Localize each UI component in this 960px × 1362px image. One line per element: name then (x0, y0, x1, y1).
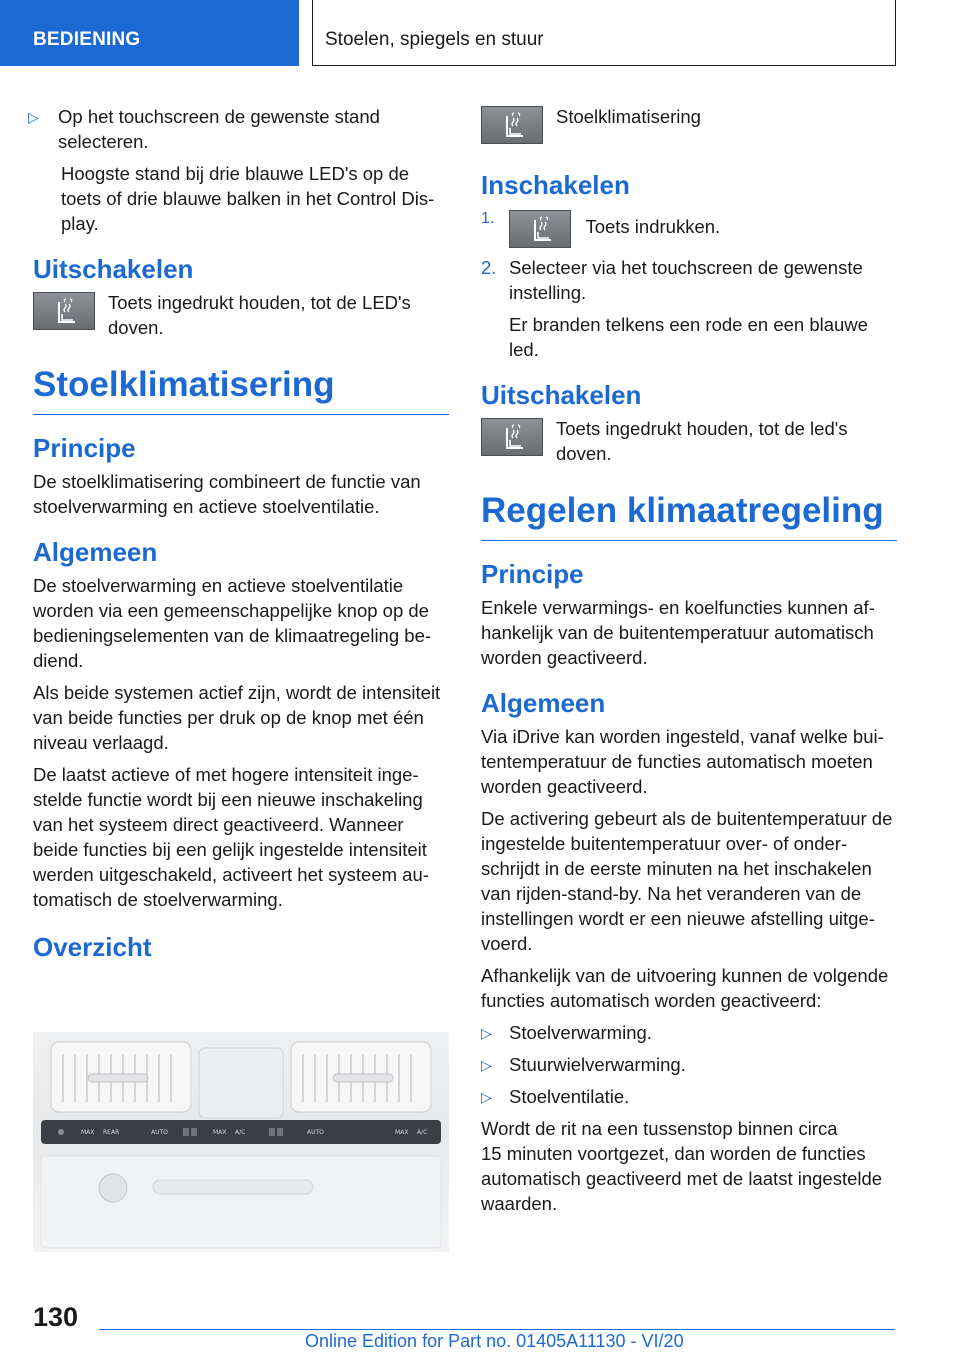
panel-label: REAR (103, 1129, 120, 1136)
seat-climate-icon (509, 210, 571, 248)
paragraph: De stoelklimatisering combineert de functie van stoelverwarming en actieve stoelventilatie. (33, 471, 421, 517)
heading-off: Uitschakelen (33, 254, 194, 284)
list-item-text: Stoelventilatie. (509, 1086, 630, 1107)
seat-climate-icon (33, 292, 95, 330)
paragraph: Via iDrive kan worden ingesteld, vanaf welke buitentemperatuur de functies automatisch moeten worden geactiveerd. (481, 726, 884, 797)
list-item-text: Stoelverwarming. (509, 1022, 652, 1043)
list-item (0, 104, 449, 154)
climate-panel-photo (33, 1032, 449, 1252)
left-column (28, 104, 449, 968)
panel-label: MAX (213, 1129, 227, 1136)
step-item (481, 210, 897, 248)
panel-label: AUTO (151, 1129, 168, 1136)
heading-principle: Principe (33, 433, 136, 463)
footer-edition: Online Edition for Part no. 01405A11130 - VI/20 (305, 1331, 684, 1351)
paragraph: Wordt de rit na een tussenstop binnen circa 15 minuten voortgezet, dan worden de functies automatisch geactiveerd met de laatst ingestelde waarden. (481, 1118, 883, 1214)
paragraph: Enkele verwarmings- en koelfuncties kunnen afhankelijk van de buitentemperatuur automatisch worden geactiveerd. (481, 597, 875, 668)
bullet-triangle-icon: ▷ (481, 1025, 492, 1041)
panel-label: MAX (395, 1129, 409, 1136)
icon-row (481, 104, 897, 144)
page-number: 130 (33, 1302, 79, 1332)
paragraph: Toets ingedrukt houden, tot de LED's doven. (108, 292, 411, 338)
heading-off: Uitschakelen (481, 380, 642, 410)
list-item (481, 1020, 897, 1045)
heading-on: Inschakelen (481, 170, 630, 200)
chapter-header (312, 0, 896, 66)
list-item-text: Op het touchscreen de gewenste stand selecteren. (58, 106, 380, 152)
heading-overview: Overzicht (33, 932, 152, 962)
list-item (481, 1052, 897, 1077)
step-number: 2. (481, 257, 497, 278)
heading-general: Algemeen (33, 537, 158, 567)
icon-caption: Stoelklimatisering (556, 106, 701, 127)
right-column (481, 104, 897, 1223)
section-tab (0, 0, 299, 66)
seat-climate-icon (481, 106, 543, 144)
panel-label: MAX (81, 1129, 95, 1136)
heading-general: Algemeen (481, 688, 606, 718)
paragraph: De activering gebeurt als de buitentemperatuur de ingestelde buitentemperatuur over- of onderschrijdt in de eerste minuten na het inschakelen van rijden-stand-by. Na het veranderen van de instellingen wordt er een nieuwe afstelling uitgevoerd. (481, 808, 893, 954)
paragraph: De laatst actieve of met hogere intensiteit ingestelde functie wordt bij een nieuwe inschakeling van het systeem direct geactiveerd. Wanneer beide functies bij een gelijk ingestelde intensiteit werden uitgeschakeld, activeert het systeem automatisch de stoelverwarming. (33, 764, 429, 910)
bullet-triangle-icon: ▷ (481, 1089, 492, 1105)
paragraph: Afhankelijk van de uitvoering kunnen de volgende functies automatisch worden geactiveerd: (481, 965, 889, 1011)
bullet-triangle-icon: ▷ (28, 109, 39, 125)
footer-rule (99, 1329, 895, 1330)
step-text: Toets indrukken. (585, 216, 721, 238)
step-text: Selecteer via het touchscreen de gewenste instelling. (509, 257, 863, 303)
paragraph: Toets ingedrukt houden, tot de led's doven. (556, 418, 848, 464)
heading-principle: Principe (481, 559, 584, 589)
step-item (481, 255, 897, 305)
panel-label: A/C (235, 1129, 246, 1136)
step-note: Er branden telkens een rode en een blauwe led. (509, 314, 868, 360)
icon-row (33, 290, 449, 340)
panel-label: A/C (417, 1129, 428, 1136)
section-title: BEDIENING (33, 29, 141, 50)
seat-climate-icon (481, 418, 543, 456)
paragraph: Hoogste stand bij drie blauwe LED's op de toets of drie blauwe balken in het Control Display. (61, 163, 435, 234)
chapter-heading: Stoelklimatisering (33, 364, 449, 415)
bullet-triangle-icon: ▷ (481, 1057, 492, 1073)
list-item (481, 1084, 897, 1109)
chapter-title: Stoelen, spiegels en stuur (325, 29, 544, 50)
list-item-text: Stuurwielverwarming. (509, 1054, 686, 1075)
paragraph: Als beide systemen actief zijn, wordt de intensiteit van beide functies per druk op de knop met één niveau verlaagd. (33, 682, 441, 753)
icon-row (481, 416, 897, 466)
step-number: 1. (481, 210, 495, 227)
chapter-heading: Regelen klimaatregeling (481, 490, 897, 541)
paragraph: De stoelverwarming en actieve stoelventilatie worden via een gemeenschappelijke knop op de bedieningselementen van de klimaatregeling bediend. (33, 575, 432, 671)
panel-label: AUTO (307, 1129, 324, 1136)
